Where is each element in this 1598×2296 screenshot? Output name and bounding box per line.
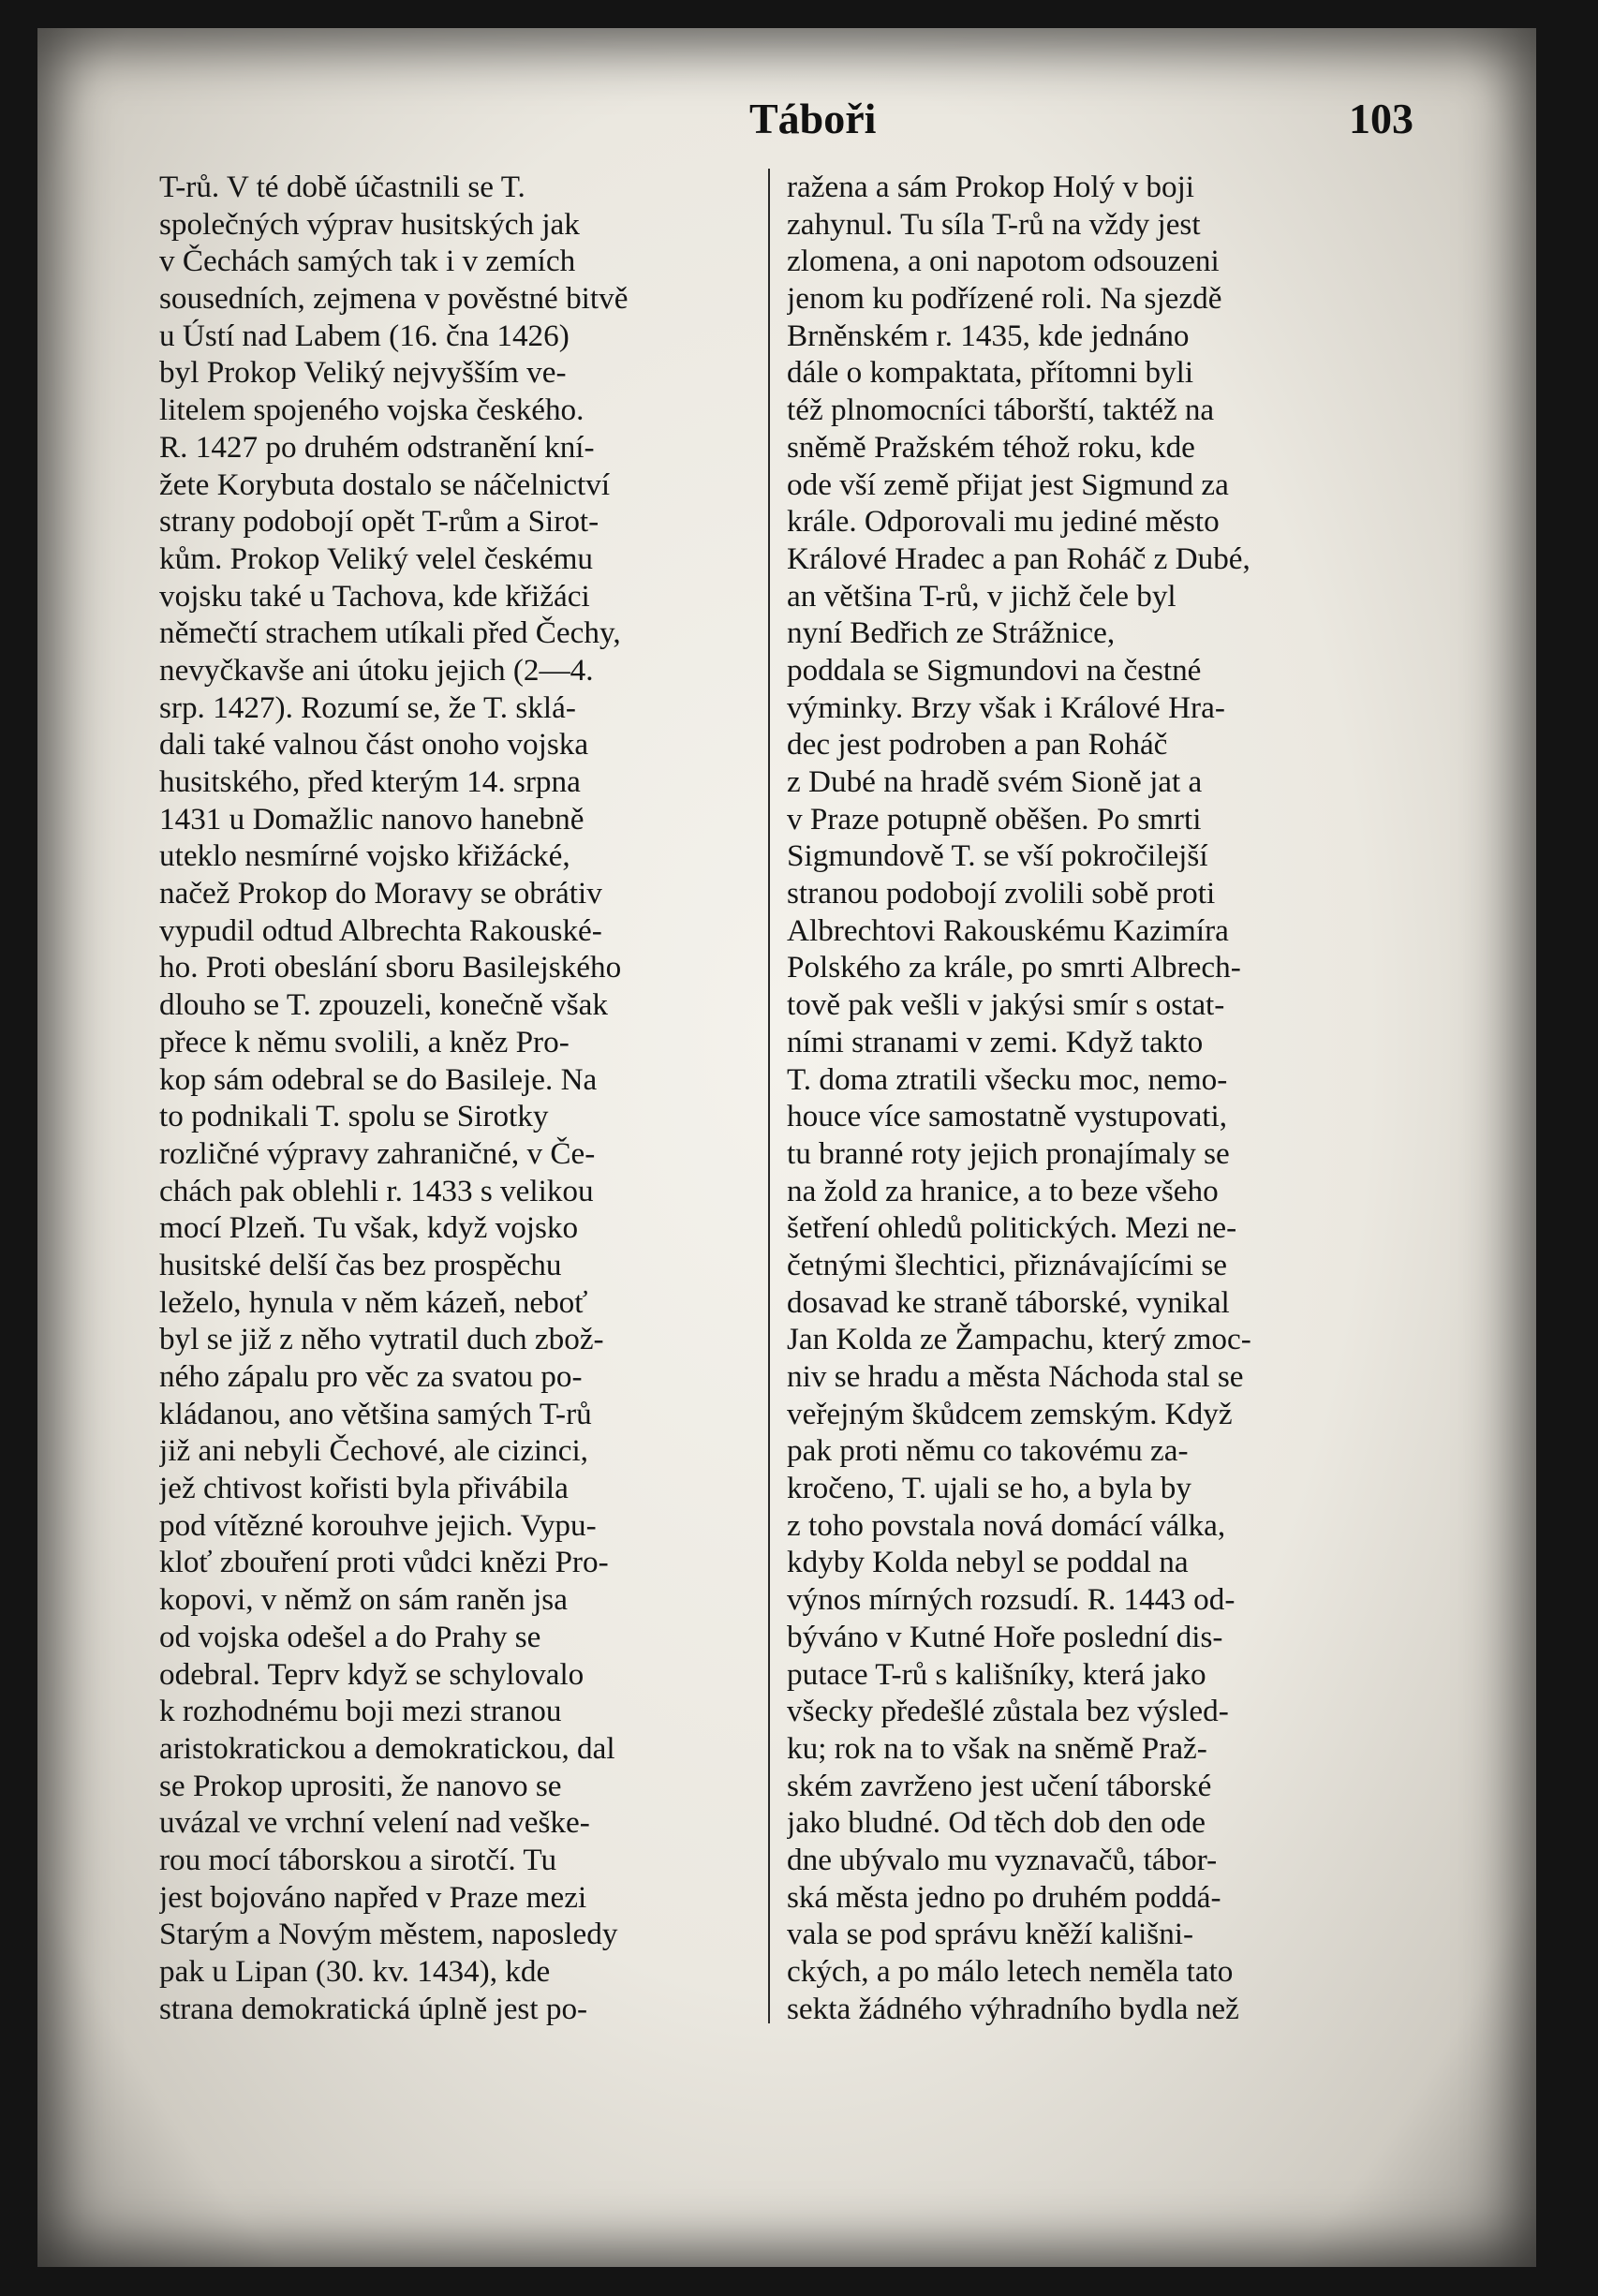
text-line: husitské delší čas bez prospěchu <box>159 1247 562 1282</box>
text-line: v Čechách samých tak i v zemích <box>159 244 576 279</box>
text-line: jest bojováno napřed v Praze mezi <box>159 1879 587 1915</box>
text-line: dosavad ke straně táborské, vynikal <box>787 1284 1230 1320</box>
text-line: poddala se Sigmundovi na čestné <box>787 652 1202 688</box>
text-line: byl Prokop Veliký nejvyšším ve- <box>159 355 567 391</box>
text-line: jako bludné. Od těch dob den ode <box>787 1805 1206 1841</box>
text-line: ském zavrženo jest učení táborské <box>787 1768 1212 1803</box>
page-header <box>37 84 1536 159</box>
text-line: ckých, a po málo letech neměla tato <box>787 1954 1234 1989</box>
text-line: nevyčkavše ani útoku jejich (2—4. <box>159 652 594 688</box>
text-line: strana demokratická úplně jest po- <box>159 1991 588 2026</box>
text-line: na žold za hranice, a to beze všeho <box>787 1173 1219 1208</box>
text-line: byl se již z něho vytratil duch zbož- <box>159 1322 604 1357</box>
text-line: z toho povstala nová domácí válka, <box>787 1507 1226 1543</box>
text-line: sousedních, zejmena v pověstné bitvě <box>159 281 629 317</box>
text-line: žete Korybuta dostalo se náčelnictví <box>159 467 611 502</box>
text-line: houce více samostatně vystupovati, <box>787 1099 1228 1134</box>
text-line: kop sám odebral se do Basileje. Na <box>159 1061 598 1097</box>
text-line: uvázal ve vrchní velení nad veške- <box>159 1805 590 1841</box>
text-line: sněmě Pražském téhož roku, kde <box>787 429 1195 465</box>
text-line: R. 1427 po druhém odstranění kní- <box>159 429 595 465</box>
text-line: pak u Lipan (30. kv. 1434), kde <box>159 1954 551 1989</box>
column-divider <box>768 169 770 2023</box>
text-line: kopovi, v němž on sám raněn jsa <box>159 1582 568 1618</box>
text-line: stranou podobojí zvolili sobě proti <box>787 876 1216 911</box>
text-line: dali také valnou část onoho vojska <box>159 727 589 763</box>
text-line: ného zápalu pro věc za svatou po- <box>159 1359 583 1394</box>
text-line: dlouho se T. zpouzeli, konečně však <box>159 987 608 1023</box>
text-line: z Dubé na hradě svém Sioně jat a <box>787 764 1203 799</box>
right-text-column <box>787 169 1386 2027</box>
text-line: Brněnském r. 1435, kde jednáno <box>787 318 1190 353</box>
text-line: aristokratickou a demokratickou, dal <box>159 1730 615 1766</box>
text-line: společných výprav husitských jak <box>159 206 580 242</box>
text-line: T-rů. V té době účastnili se T. <box>159 170 525 204</box>
text-line: výminky. Brzy však i Králové Hra- <box>787 689 1225 725</box>
page-number: 103 <box>1349 95 1413 142</box>
text-line: šetření ohledů politických. Mezi ne- <box>787 1210 1237 1246</box>
text-line: vala se pod správu kněží kališni- <box>787 1917 1194 1952</box>
text-line: niv se hradu a města Náchoda stal se <box>787 1359 1244 1394</box>
text-line: Polského za krále, po smrti Albrech- <box>787 950 1241 985</box>
text-line: kládanou, ano většina samých T-rů <box>159 1396 592 1431</box>
text-line: Starým a Novým městem, naposledy <box>159 1917 618 1952</box>
book-page <box>37 28 1536 2267</box>
text-line: sekta žádného výhradního bydla než <box>787 1991 1239 2026</box>
text-line: kům. Prokop Veliký velel českému <box>159 541 594 576</box>
text-line: jenom ku podřízené roli. Na sjezdě <box>787 281 1222 317</box>
text-line: ho. Proti obeslání sboru Basilejského <box>159 950 622 985</box>
text-line: němečtí strachem utíkali před Čechy, <box>159 615 621 651</box>
text-line: Jan Kolda ze Žampachu, který zmoc- <box>787 1322 1251 1357</box>
text-line: zahynul. Tu síla T-rů na vždy jest <box>787 206 1201 242</box>
text-line: rou mocí táborskou a sirotčí. Tu <box>159 1842 557 1877</box>
text-line: veřejným škůdcem zemským. Když <box>787 1396 1233 1431</box>
text-line: býváno v Kutné Hoře poslední dis- <box>787 1619 1223 1654</box>
text-line: kročeno, T. ujali se ho, a byla by <box>787 1471 1191 1506</box>
text-line: všecky předešlé zůstala bez výsled- <box>787 1694 1229 1729</box>
text-line: tově pak vešli v jakýsi smír s ostat- <box>787 987 1225 1023</box>
text-line: leželo, hynula v něm kázeň, neboť <box>159 1284 588 1320</box>
text-line: pod vítězné korouhve jejich. Vypu- <box>159 1507 597 1543</box>
text-line: v Praze potupně oběšen. Po smrti <box>787 801 1202 837</box>
text-line: ode vší země přijat jest Sigmund za <box>787 467 1229 502</box>
text-line: krále. Odporovali mu jediné město <box>787 504 1220 540</box>
running-title: Táboři <box>749 95 877 142</box>
text-line: srp. 1427). Rozumí se, že T. sklá- <box>159 689 576 725</box>
text-line: putace T-rů s kališníky, která jako <box>787 1656 1206 1692</box>
text-line: zlomena, a oni napotom odsouzeni <box>787 244 1220 279</box>
text-line: husitského, před kterým 14. srpna <box>159 764 581 799</box>
text-line: rozličné výpravy zahraničné, v Če- <box>159 1135 596 1171</box>
text-line: jež chtivost kořisti byla přivábila <box>159 1471 569 1506</box>
text-line: tu branné roty jejich pronajímaly se <box>787 1135 1230 1171</box>
text-line: T. doma ztratili všecku moc, nemo- <box>787 1061 1228 1097</box>
text-line: an většina T-rů, v jichž čele byl <box>787 578 1176 614</box>
text-line: Králové Hradec a pan Roháč z Dubé, <box>787 541 1250 576</box>
text-line: Sigmundově T. se vší pokročilejší <box>787 838 1208 874</box>
text-line: u Ústí nad Labem (16. čna 1426) <box>159 318 570 353</box>
text-line: mocí Plzeň. Tu však, když vojsko <box>159 1210 579 1246</box>
text-line: kdyby Kolda nebyl se poddal na <box>787 1545 1189 1580</box>
text-line: ku; rok na to však na sněmě Praž- <box>787 1730 1207 1766</box>
text-line: se Prokop uprositi, že nanovo se <box>159 1768 562 1803</box>
text-line: ská města jedno po druhém poddá- <box>787 1879 1221 1915</box>
text-line: nyní Bedřich ze Strážnice, <box>787 615 1116 651</box>
text-line: pak proti němu co takovému za- <box>787 1433 1189 1469</box>
text-line: dec jest podroben a pan Roháč <box>787 727 1168 763</box>
text-line: ními stranami v zemi. Když takto <box>787 1024 1204 1059</box>
text-line: též plnomocníci táborští, taktéž na <box>787 393 1215 428</box>
text-line: již ani nebyli Čechové, ale cizinci, <box>159 1433 588 1469</box>
text-line: načež Prokop do Moravy se obrátiv <box>159 876 602 911</box>
text-line: k rozhodnému boji mezi stranou <box>159 1694 562 1729</box>
text-line: dále o kompaktata, přítomni byli <box>787 355 1194 391</box>
text-line: to podnikali T. spolu se Sirotky <box>159 1099 549 1134</box>
text-line: Albrechtovi Rakouskému Kazimíra <box>787 912 1229 948</box>
text-line: chách pak oblehli r. 1433 s velikou <box>159 1173 594 1208</box>
text-line: vypudil odtud Albrechta Rakouské- <box>159 912 602 948</box>
text-line: přece k němu svolili, a kněz Pro- <box>159 1024 570 1059</box>
text-line: vojsku také u Tachova, kde křižáci <box>159 578 590 614</box>
text-line: dne ubývalo mu vyznavačů, tábor- <box>787 1842 1218 1877</box>
text-line: strany podobojí opět T-rům a Sirot- <box>159 504 599 540</box>
text-line: uteklo nesmírné vojsko křižácké, <box>159 838 570 874</box>
text-line: litelem spojeného vojska českého. <box>159 393 584 428</box>
text-line: výnos mírných rozsudí. R. 1443 od- <box>787 1582 1235 1618</box>
left-text-column <box>159 169 759 2027</box>
text-line: četnými šlechtici, přiznávajícími se <box>787 1247 1227 1282</box>
text-line: ražena a sám Prokop Holý v boji <box>787 170 1195 204</box>
text-line: od vojska odešel a do Prahy se <box>159 1619 541 1654</box>
text-line: kloť zbouření proti vůdci knězi Pro- <box>159 1545 609 1580</box>
text-line: 1431 u Domažlic nanovo hanebně <box>159 801 584 837</box>
text-line: odebral. Teprv když se schylovalo <box>159 1656 584 1692</box>
